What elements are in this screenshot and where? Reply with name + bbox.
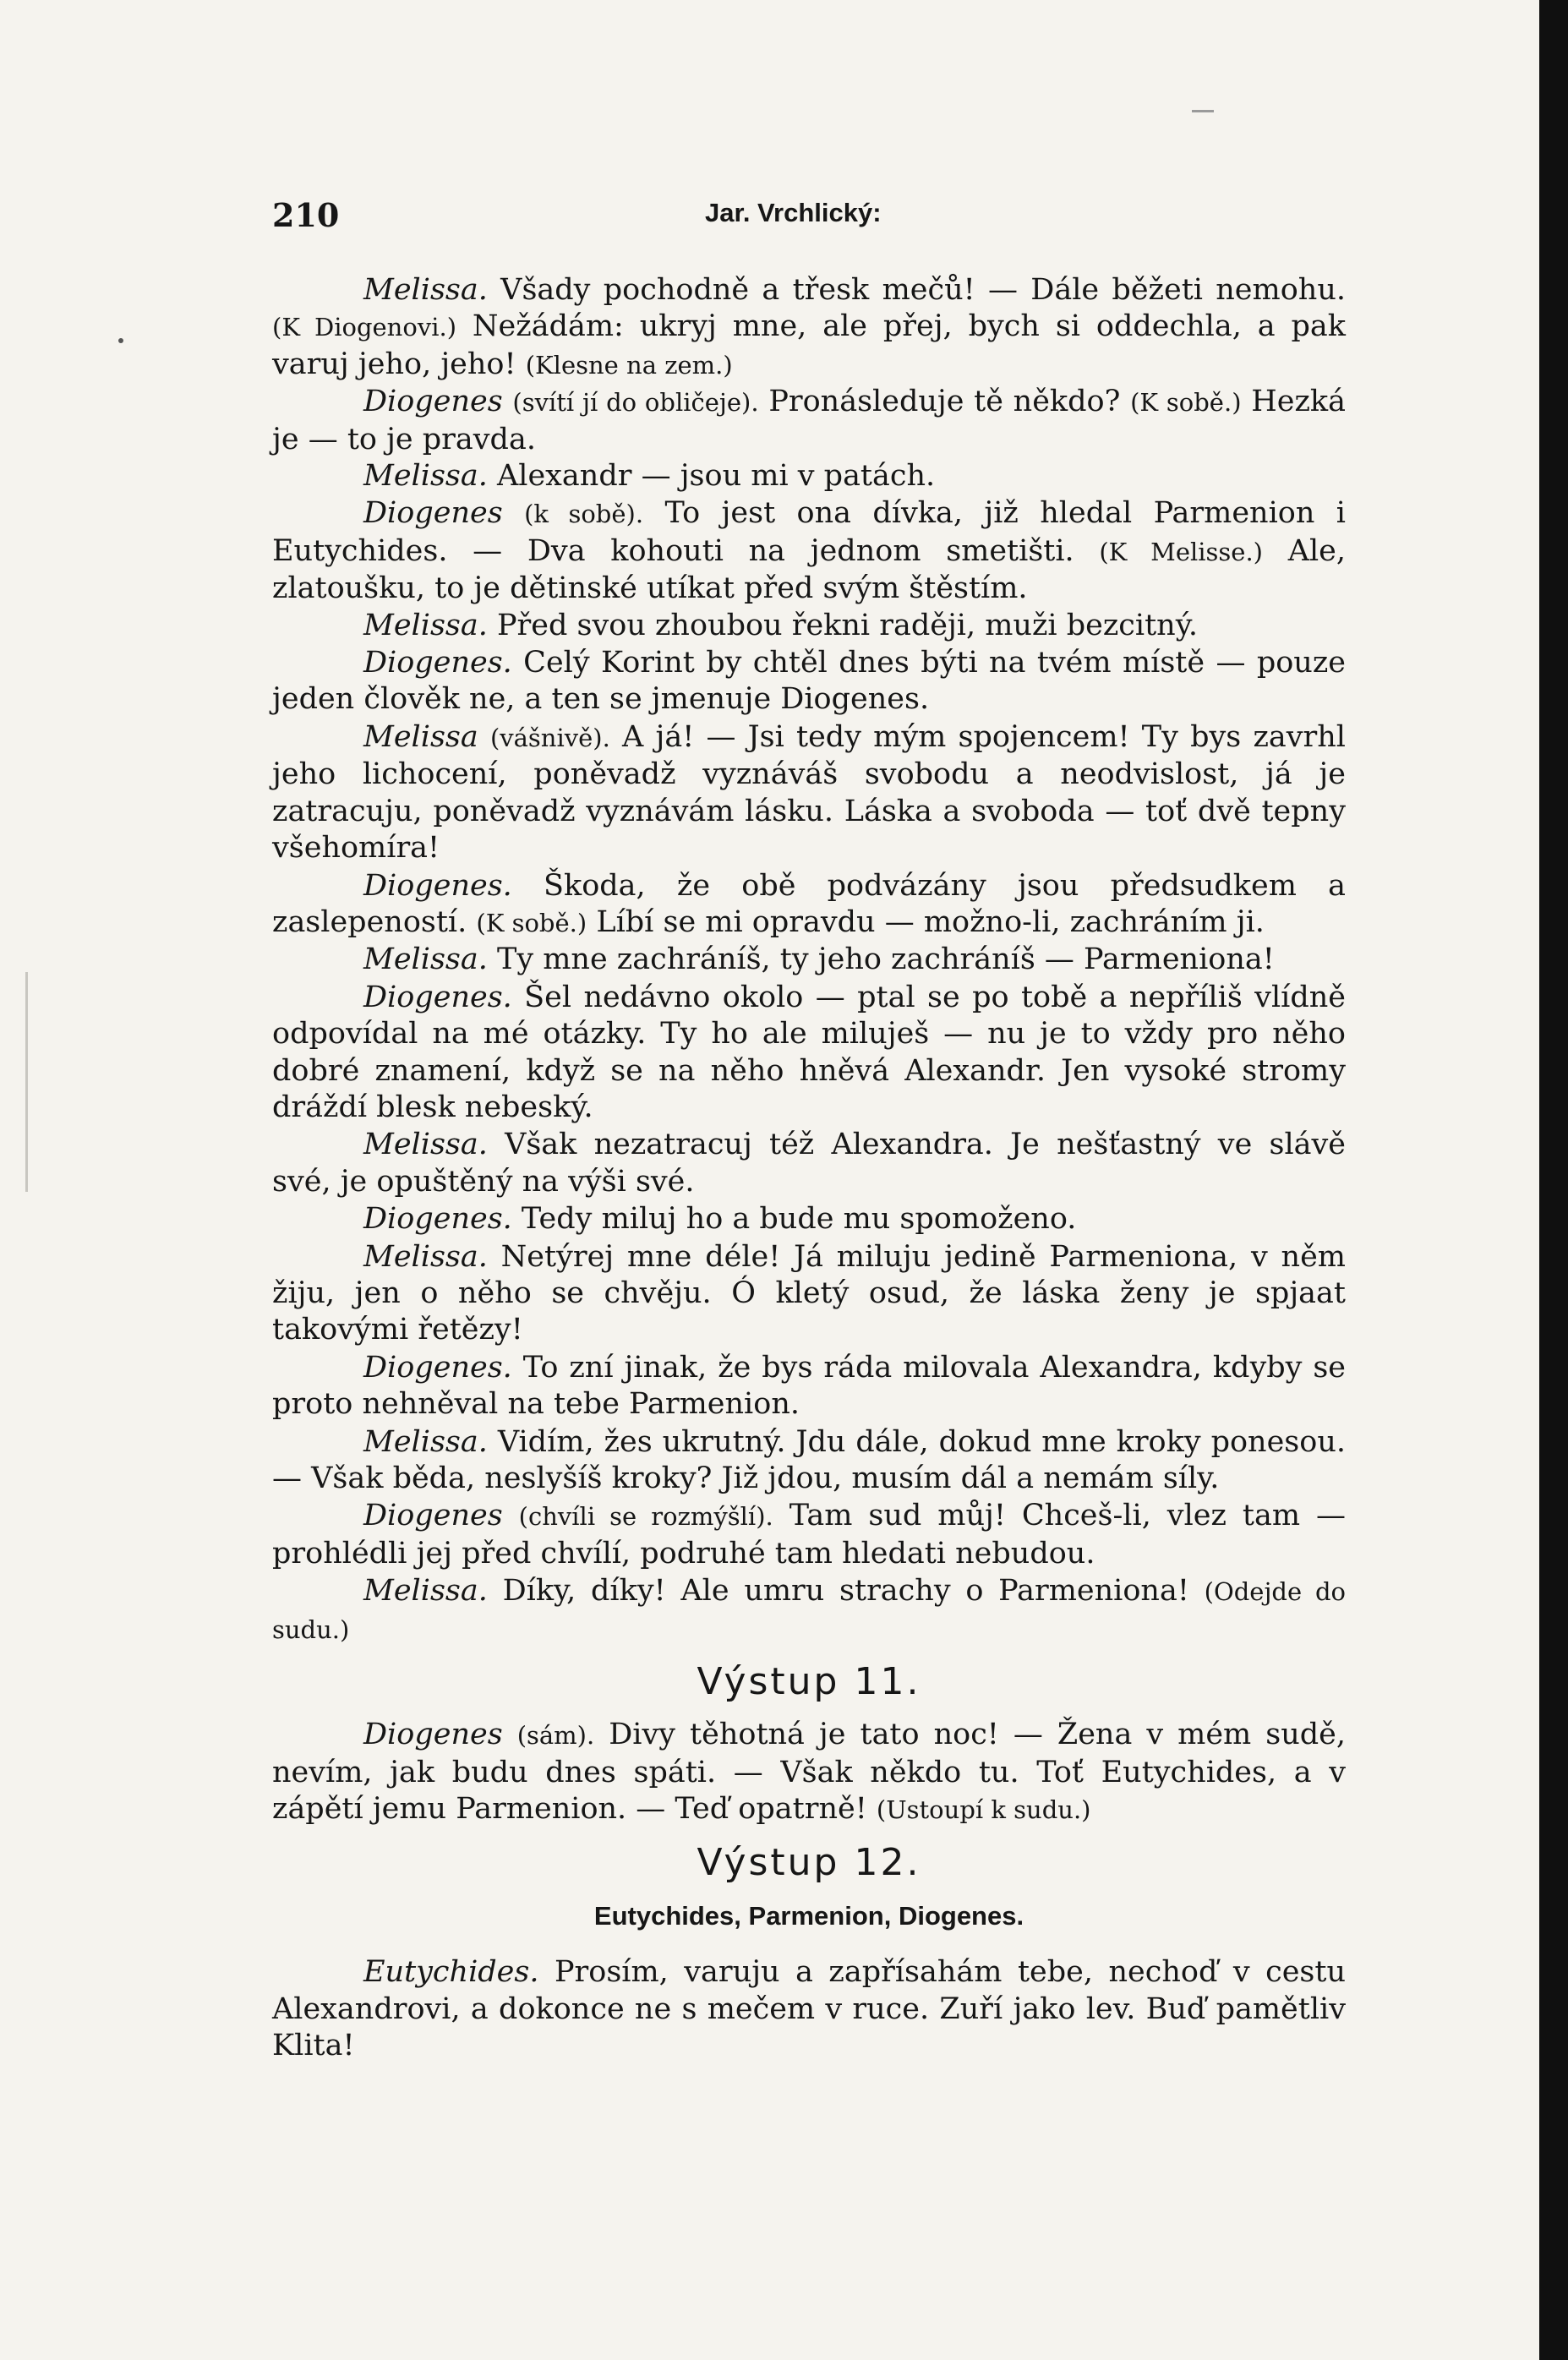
stage-direction: (chvíli se rozmýšlí).	[518, 1502, 773, 1532]
stage-direction: (svítí jí do obličeje).	[512, 388, 759, 418]
scan-edge-right	[1539, 0, 1568, 2360]
speech	[272, 458, 1346, 495]
speaker-name: Melissa.	[363, 1574, 488, 1609]
speech	[272, 1350, 1346, 1424]
scene-12-cast: Eutychides, Parmenion, Diogenes.	[593, 1901, 1024, 1931]
speech	[272, 495, 1346, 607]
speech	[272, 645, 1346, 719]
speech-text: Netýrej mne déle! Já miluju jedině Parmeniona, v něm žiju, jen o něho se chvěju. Ó kletý osud, že láska ženy je spjaat takovými řetězy!	[272, 1239, 1346, 1347]
speaker-name: Melissa.	[363, 1424, 488, 1459]
speech	[272, 1573, 1346, 1648]
running-head: Jar. Vrchlický:	[705, 198, 882, 227]
speech-text: Díky, díky! Ale umru strachy o Parmeniona!	[487, 1574, 1205, 1609]
speaker-name: Diogenes.	[363, 868, 512, 903]
speech	[272, 608, 1346, 645]
stage-direction: (K sobě.)	[476, 908, 587, 937]
speech-text: To jest ona dívka, již hledal Parmenion i Eutychides. — Dva kohouti na jednom smetišti.	[272, 496, 1346, 568]
stage-direction: (k sobě).	[524, 500, 644, 529]
speech-text	[478, 720, 490, 754]
speech-text: Pronásleduje tě někdo?	[758, 385, 1131, 419]
speech-text: Celý Korint by chtěl dnes býti na tvém místě — pouze jeden člověk ne, a ten se jmenuje Diogenes.	[272, 646, 1346, 717]
speech-text: Škoda, že obě podvázány jsou předsudkem a zaslepeností.	[272, 868, 1346, 939]
speaker-name: Melissa.	[363, 942, 488, 977]
page-body	[272, 272, 1346, 2066]
speech-text: Alexandr — jsou mi v patách.	[487, 459, 936, 494]
speech-text: Prosím, varuju a zapřísahám tebe, nechoď v cestu Alexandrovi, a dokonce ne s mečem v ruce. Zuří jako lev. Buď pamětliv Klita!	[272, 1955, 1346, 2063]
speech-text: Však nezatracuj též Alexandra. Je nešťastný ve slávě své, je opuštěný na výši své.	[272, 1128, 1346, 1199]
speech-text: Ale, zlatoušku, to je dětinské utíkat před svým štěstím.	[272, 533, 1346, 606]
page-header	[272, 196, 1346, 238]
page-number: 210	[272, 196, 340, 234]
speech-text: A já! — Jsi tedy mým spojencem! Ty bys zavrhl jeho lichocení, poněvadž vyznáváš svobodu a neodvislost, já je zatracuju, poněvadž vyznávám lásku. Láska a svoboda — toť dvě tepny všehomíra!	[272, 719, 1346, 866]
speech	[272, 868, 1346, 942]
stage-direction: (K Diogenovi.)	[272, 313, 457, 342]
speech-text: Šel nedávno okolo — ptal se po tobě a nepříliš vlídně odpovídal na mé otázky. Ty ho ale miluješ — nu je to vždy pro něho dobré znamení, když se na něho hněvá Alexandr. Jen vysoké stromy dráždí blesk nebeský.	[272, 980, 1346, 1124]
scan-edge-left	[25, 972, 28, 1192]
stage-direction: (sám).	[516, 1721, 595, 1751]
speaker-name: Melissa	[363, 719, 478, 754]
speaker-name: Melissa.	[363, 608, 488, 642]
speaker-name: Diogenes.	[363, 1350, 512, 1385]
speaker-name: Diogenes	[363, 496, 503, 531]
speech-text	[503, 385, 513, 418]
speaker-name: Diogenes.	[363, 980, 512, 1014]
speech-text: Před svou zhoubou řekni raději, muži bezcitný.	[487, 608, 1198, 642]
stage-direction: (vášnivě).	[489, 723, 610, 752]
speaker-name: Diogenes	[363, 1499, 503, 1533]
speech-text: Nežádám: ukryj mne, ale přej, bych si oddechla, a pak varuj jeho, jeho!	[272, 309, 1346, 381]
speech	[272, 1201, 1346, 1238]
dialogue-block	[272, 272, 1346, 1648]
stage-direction: (K sobě.)	[1130, 388, 1242, 418]
speech	[272, 384, 1346, 458]
speaker-name: Diogenes	[363, 1718, 503, 1752]
speech-text	[503, 1499, 519, 1532]
speaker-name: Eutychides.	[363, 1955, 539, 1990]
speech-text: Hezká je — to je pravda.	[272, 385, 1346, 456]
stage-direction: (Klesne na zem.)	[525, 350, 733, 380]
scene-12-title: Výstup 12.	[697, 1840, 921, 1884]
scan-mark	[1192, 110, 1214, 112]
speech	[272, 980, 1346, 1128]
speech	[272, 719, 1346, 868]
speech	[272, 1954, 1346, 2065]
stage-direction: (Ustoupí k sudu.)	[876, 1795, 1091, 1825]
speech-text: To zní jinak, že bys ráda milovala Alexandra, kdyby se proto nehněval na tebe Parmenion.	[272, 1350, 1346, 1422]
speech	[272, 1498, 1346, 1573]
speech	[272, 272, 1346, 384]
speaker-name: Melissa.	[363, 1128, 488, 1162]
speech	[272, 942, 1346, 979]
speaker-name: Diogenes	[363, 385, 503, 419]
speech	[272, 1424, 1346, 1499]
speech-text: Ty mne zachráníš, ty jeho zachráníš — Parmeniona!	[487, 942, 1275, 977]
stage-direction: (K Melisse.)	[1099, 537, 1263, 566]
speech-text: Vidím, žes ukrutný. Jdu dále, dokud mne kroky ponesou. — Však běda, neslyšíš kroky? Již jdou, musím dál a nemám síly.	[272, 1424, 1346, 1495]
speaker-name: Diogenes.	[363, 1202, 512, 1237]
speech	[272, 1717, 1346, 1828]
speaker-name: Melissa.	[363, 459, 488, 494]
speech-text: Všady pochodně a třesk mečů! — Dále běžeti nemohu.	[487, 273, 1346, 307]
speech	[272, 1239, 1346, 1350]
speech-text: Tedy miluj ho a bude mu spomoženo.	[511, 1202, 1077, 1237]
speaker-name: Melissa.	[363, 1239, 488, 1274]
speech-text	[503, 496, 524, 530]
scene-12-dialogue	[272, 1954, 1346, 2065]
speaker-name: Melissa.	[363, 273, 488, 307]
speech	[272, 1127, 1346, 1201]
stage-direction: (Odejde do sudu.)	[272, 1577, 1347, 1644]
speech-text: Divy těhotná je tato noc! — Žena v mém sudě, nevím, jak budu dnes spáti. — Však někdo tu. Toť Eutychides, a v zápětí jemu Parmenion. — Teď opatrně!	[272, 1718, 1346, 1827]
scene-11-dialogue	[272, 1717, 1346, 1828]
speaker-name: Diogenes.	[363, 646, 512, 680]
speech-text	[503, 1718, 517, 1751]
speech-text: Tam sud můj! Chceš-li, vlez tam — prohlédli jej před chvílí, podruhé tam hledati nebudou.	[272, 1499, 1346, 1571]
scene-11-title: Výstup 11.	[697, 1660, 921, 1704]
scan-dot	[118, 338, 123, 343]
speech-text: Líbí se mi opravdu — možno-li, zachráním ji.	[587, 904, 1265, 939]
